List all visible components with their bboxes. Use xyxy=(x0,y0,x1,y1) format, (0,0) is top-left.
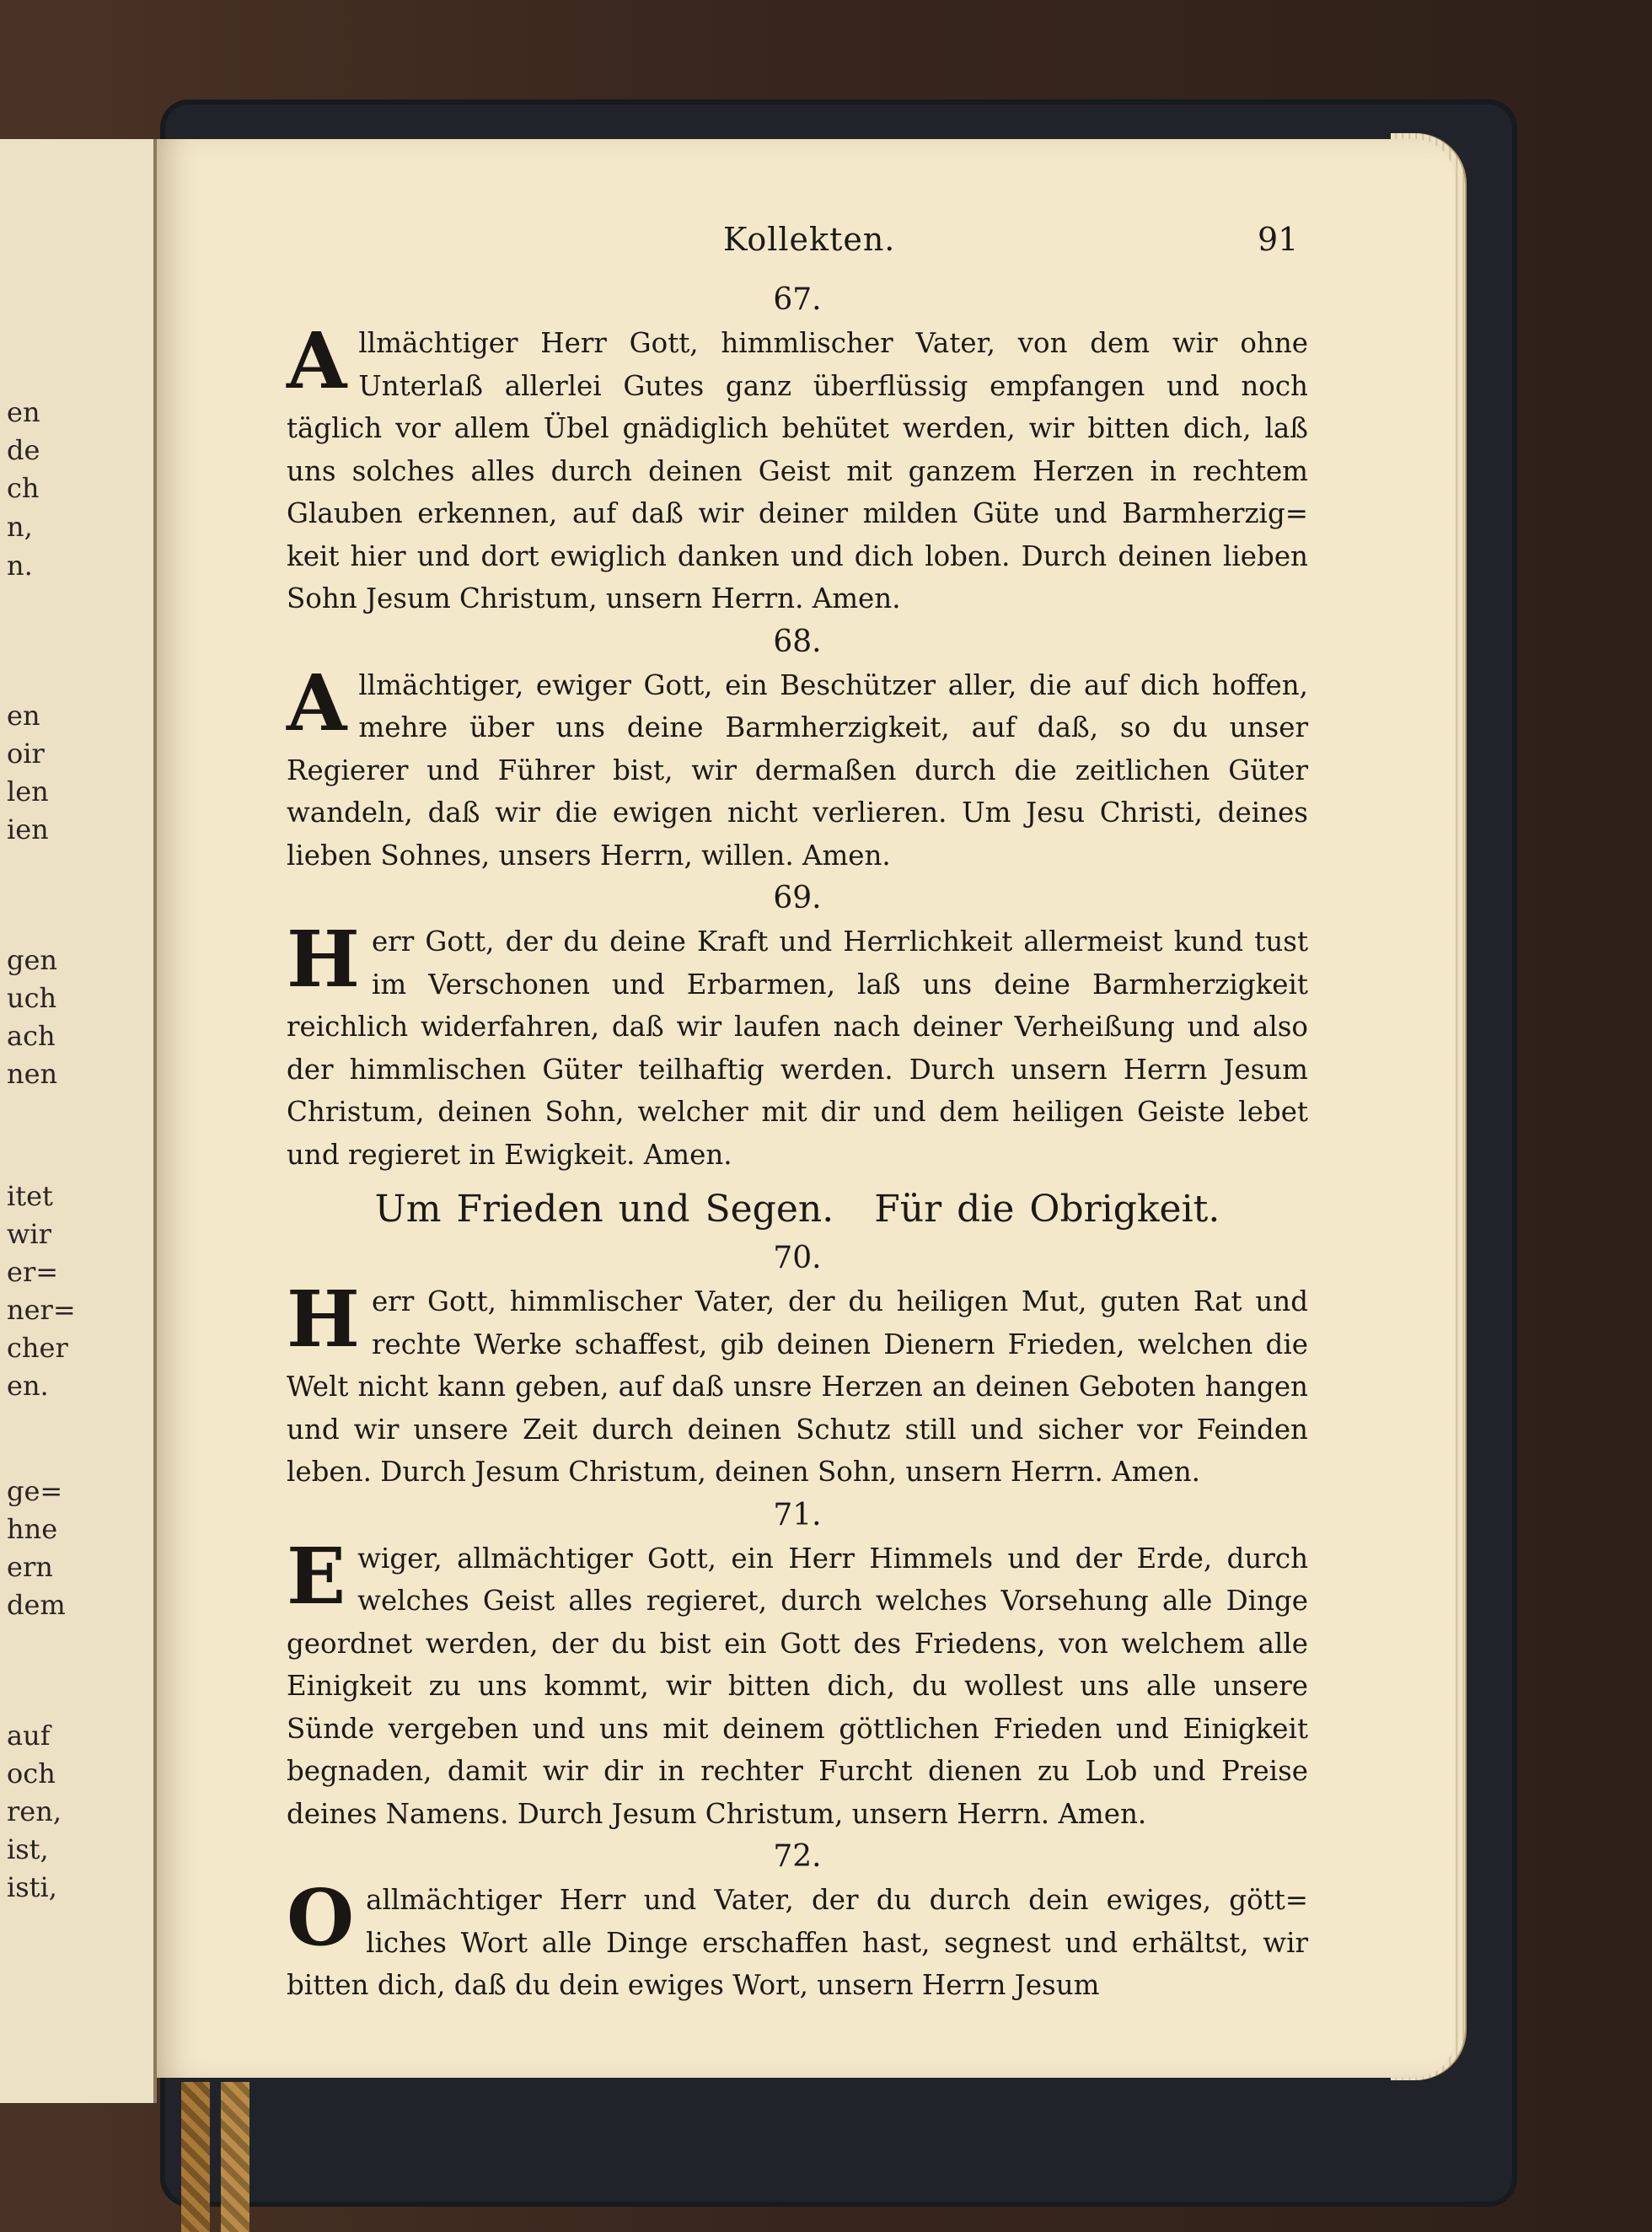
left-page-fragment: ach xyxy=(7,1020,56,1052)
drop-cap: E xyxy=(287,1530,346,1622)
left-page-fragment: en xyxy=(7,396,40,428)
section-title xyxy=(287,1183,1308,1237)
prayer-number: 68. xyxy=(773,624,822,659)
left-page-fragment: ern xyxy=(7,1551,53,1583)
left-page xyxy=(0,139,157,2103)
prayer-text: err Gott, himmlischer Vater, der du heiligen Mut, guten Rat und rechte Werke schaffest, gib deinen Dienern Frieden, welchen die Welt nicht kann geben, auf daß unsre Herzen an deinen Geboten hangen und wir unsere Zeit durch deinen Schutz still und sicher vor Feinden leben. Durch Jesum Christum, deinen Sohn, unsern Herrn. Amen. xyxy=(287,1285,1308,1488)
section-title-left: Um Frieden und Segen. xyxy=(374,1188,834,1231)
drop-cap: H xyxy=(287,1274,360,1365)
ribbon-bookmark xyxy=(181,2082,210,2232)
left-page-fragment: ge= xyxy=(7,1475,63,1507)
left-page-fragment: uch xyxy=(7,982,57,1014)
left-page-fragment: nen xyxy=(7,1058,58,1090)
left-page-fragment: en xyxy=(7,700,40,732)
text-block xyxy=(287,278,1308,2007)
prayer-section xyxy=(287,1494,1308,1836)
left-page-fragment: oir xyxy=(7,738,45,770)
prayer-text: err Gott, der du deine Kraft und Herrlichkeit allermeist kund tust im Verschonen und Erbarmen, laß uns deine Barmherzigkeit reichlich widerfahren, daß wir laufen nach deiner Verheißung und also der himmlischen Güter teilhaftig werden. Durch unsern Herrn Jesum Christum, deinen Sohn, welcher mit dir und dem heiligen Geiste lebet und regieret in Ewigkeit. Amen. xyxy=(287,926,1308,1171)
left-page-fragment: itet xyxy=(7,1180,53,1212)
prayer-number: 72. xyxy=(773,1839,822,1874)
left-page-fragment: len xyxy=(7,775,49,807)
ribbon-bookmark xyxy=(221,2082,249,2232)
drop-cap: A xyxy=(287,315,347,406)
left-page-fragment: och xyxy=(7,1757,56,1789)
page-number: 91 xyxy=(1258,221,1299,258)
prayer-paragraph xyxy=(287,1872,1308,2007)
left-page-fragment: hne xyxy=(7,1513,58,1545)
prayer-paragraph xyxy=(287,657,1308,877)
prayer-text: llmächtiger Herr Gott, himmlischer Vater, von dem wir ohne Unterlaß allerlei Gutes ganz überflüssig empfangen und noch täglich vor allem Übel gnädiglich behütet werden, wir bitten dich, laß uns solches alles durch deinen Geist mit ganzem Herzen in rechtem Glauben erkennen, auf daß wir deiner milden Güte und Barmherzig= keit hier und dort ewiglich danken und dich loben. Durch deinen lieben Sohn Jesum Christum, unsern Herrn. Amen. xyxy=(287,327,1308,614)
prayer-section xyxy=(287,1835,1308,2007)
prayer-number: 67. xyxy=(773,282,822,317)
left-page-fragment: cher xyxy=(7,1332,68,1364)
left-page-fragment: ist, xyxy=(7,1833,49,1865)
left-page-fragment: isti, xyxy=(7,1871,57,1903)
left-page-fragment: en. xyxy=(7,1370,49,1402)
prayer-paragraph xyxy=(287,315,1308,620)
prayer-paragraph xyxy=(287,914,1308,1176)
left-page-fragment: ch xyxy=(7,472,40,504)
prayer-paragraph xyxy=(287,1274,1308,1494)
prayer-text: allmächtiger Herr und Vater, der du durch dein ewiges, gött= liches Wort alle Dinge erschaffen hast, segnest und erhältst, wir bitten dich, daß du dein ewiges Wort, unsern Herrn Jesum xyxy=(287,1884,1308,2001)
prayer-section xyxy=(287,278,1308,620)
left-page-fragment: ner= xyxy=(7,1294,76,1326)
prayer-text: wiger, allmächtiger Gott, ein Herr Himmels und der Erde, durch welches Geist alles regieret, durch welches Vorsehung alle Dinge geordnet werden, der du bist ein Gott des Friedens, von welchem alle Einigkeit zu uns kommt, wir bitten dich, du wollest uns alle unsere Sünde vergeben und uns mit deinem göttlichen Frieden und Einigkeit begnaden, damit wir dir in rechter Furcht dienen zu Lob und Preise deines Namens. Durch Jesum Christum, unsern Herrn. Amen. xyxy=(287,1542,1308,1830)
left-page-fragment: gen xyxy=(7,944,58,976)
prayer-section xyxy=(287,620,1308,877)
prayer-number: 70. xyxy=(773,1241,822,1275)
running-head: Kollekten. xyxy=(723,221,896,258)
drop-cap: A xyxy=(287,657,347,748)
prayer-text: llmächtiger, ewiger Gott, ein Beschützer aller, die auf dich hoffen, mehre über uns deine Barmherzigkeit, auf daß, so du unser Regierer und Führer bist, wir dermaßen durch die zeitlichen Güter wandeln, daß wir die ewigen nicht verlieren. Um Jesu Christi, deines lieben Sohnes, unsers Herrn, willen. Amen. xyxy=(287,668,1308,872)
section-title-right: Für die Obrigkeit. xyxy=(874,1188,1220,1231)
left-page-fragment: dem xyxy=(7,1589,66,1621)
left-page-fragment: n, xyxy=(7,511,33,543)
prayer-section xyxy=(287,877,1308,1176)
left-page-fragment: ien xyxy=(7,813,49,845)
left-page-fragment: ren, xyxy=(7,1795,62,1827)
prayer-paragraph xyxy=(287,1530,1308,1836)
prayer-number: 69. xyxy=(773,881,822,915)
left-page-fragment: auf xyxy=(7,1720,51,1752)
left-page-fragment: er= xyxy=(7,1256,59,1288)
left-page-fragment: de xyxy=(7,434,40,466)
prayer-section xyxy=(287,1237,1308,1494)
prayer-number: 71. xyxy=(773,1497,822,1532)
left-page-fragment: wir xyxy=(7,1218,51,1250)
drop-cap: H xyxy=(287,914,360,1005)
drop-cap: O xyxy=(287,1872,355,1963)
left-page-fragment: n. xyxy=(7,550,33,582)
